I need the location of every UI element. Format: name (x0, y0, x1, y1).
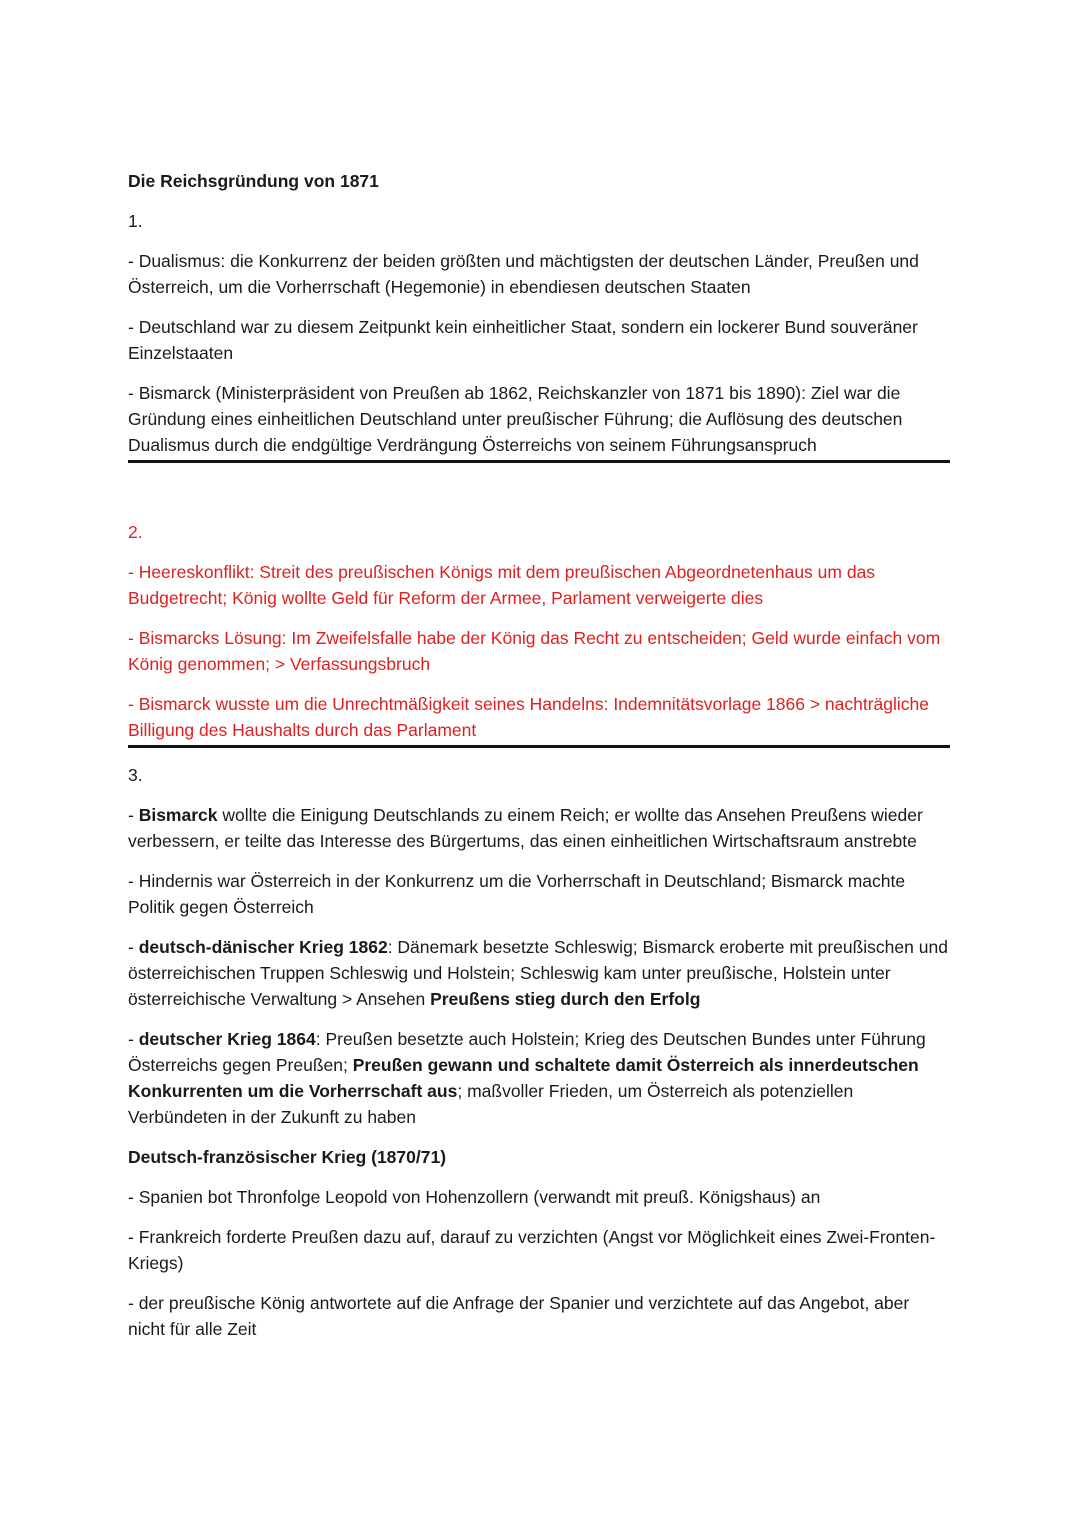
section-4-item: - Spanien bot Thronfolge Leopold von Hohenzollern (verwandt mit preuß. Königshaus) an (128, 1187, 821, 1207)
document-page (128, 168, 950, 1356)
section-3-paragraph: - deutscher Krieg 1864: Preußen besetzte auch Holstein; Krieg des Deutschen Bundes unter Führung Österreichs gegen Preußen; Preußen gewann und schaltete damit Österreich als innerdeutschen Konkurrenten um die Vorherrschaft aus; maßvoller Frieden, um Österreich als potenziellen Verbündeten in der Zukunft zu haben (128, 1029, 926, 1127)
section-3-paragraph: - Hindernis war Österreich in der Konkurrenz um die Vorherrschaft in Deutschland; Bismarck machte Politik gegen Österreich (128, 871, 906, 917)
section-2-item: - Bismarcks Lösung: Im Zweifelsfalle habe der König das Recht zu entscheiden; Geld wurde einfach vom König genommen; > Verfassungsbruch (128, 628, 941, 674)
section-4-item: - Frankreich forderte Preußen dazu auf, darauf zu verzichten (Angst vor Möglichkeit eines Zwei-Fronten-Kriegs) (128, 1227, 936, 1273)
section-1-item: - Bismarck (Ministerpräsident von Preußen ab 1862, Reichskanzler von 1871 bis 1890): Ziel war die Gründung eines einheitlichen Deutschland unter preußischer Führung; die Auflösung des deutschen Dualismus durch die endgültige Verdrängung Österreichs von seinem Führungsanspruch (128, 383, 903, 455)
section-1-item: - Deutschland war zu diesem Zeitpunkt kein einheitlicher Staat, sondern ein lockerer Bund souveräner Einzelstaaten (128, 317, 918, 363)
section-3-number: 3. (128, 765, 143, 785)
section-1-item: - Dualismus: die Konkurrenz der beiden größten und mächtigsten der deutschen Länder, Preußen und Österreich, um die Vorherrschaft (Hegemonie) in ebendiesen deutschen Staaten (128, 251, 919, 297)
section-1-number: 1. (128, 211, 143, 231)
section-2-number: 2. (128, 522, 143, 542)
document-title: Die Reichsgründung von 1871 (128, 171, 379, 191)
section-3-paragraph: - Bismarck wollte die Einigung Deutschlands zu einem Reich; er wollte das Ansehen Preußens wieder verbessern, er teilte das Interesse des Bürgertums, das einen einheitlichen Wirtschaftsraum anstrebte (128, 805, 923, 851)
section-3-paragraph: - deutsch-dänischer Krieg 1862: Dänemark besetzte Schleswig; Bismarck eroberte mit preußischen und österreichischen Truppen Schleswig und Holstein; Schleswig kam unter preußische, Holstein unter österreichische Verwaltung > Ansehen Preußens stieg durch den Erfolg (128, 937, 948, 1009)
section-4-item: - der preußische König antwortete auf die Anfrage der Spanier und verzichtete auf das Angebot, aber nicht für alle Zeit (128, 1293, 910, 1339)
section-2-item: - Heereskonflikt: Streit des preußischen Königs mit dem preußischen Abgeordnetenhaus um das Budgetrecht; König wollte Geld für Reform der Armee, Parlament verweigerte dies (128, 562, 876, 608)
section-4-heading: Deutsch-französischer Krieg (1870/71) (128, 1147, 447, 1167)
section-2-item: - Bismarck wusste um die Unrechtmäßigkeit seines Handelns: Indemnitätsvorlage 1866 > nachträgliche Billigung des Haushalts durch das Parlament (128, 694, 930, 740)
